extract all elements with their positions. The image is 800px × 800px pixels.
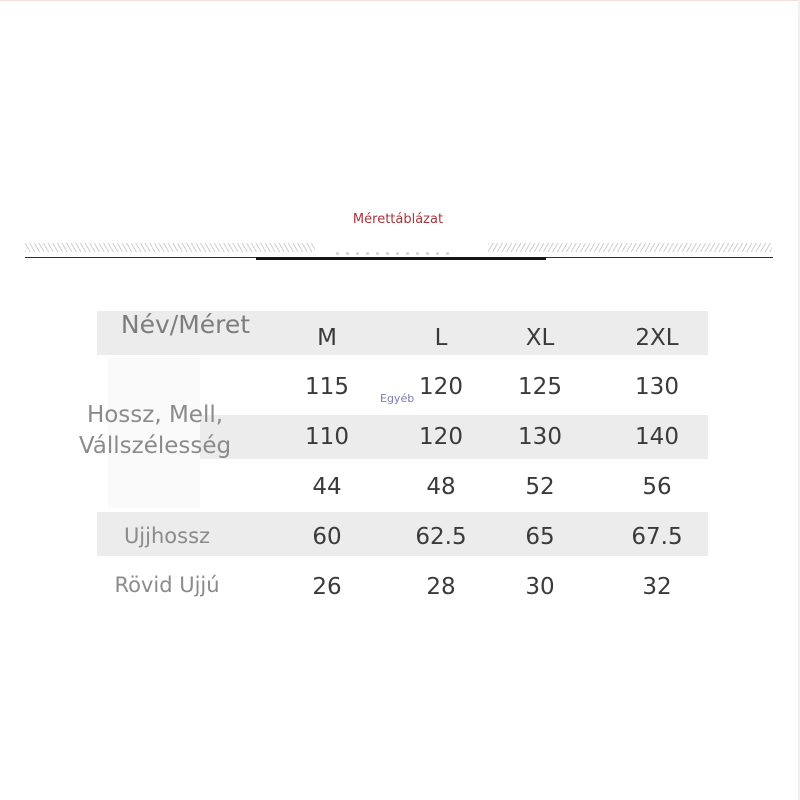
size-header-2xl: 2XL [635, 325, 679, 351]
table-cell: 65 [525, 524, 555, 550]
table-cell: 44 [312, 474, 342, 500]
table-cell: 120 [419, 374, 463, 400]
table-cell: 52 [525, 474, 555, 500]
other-tag: Egyéb [380, 392, 415, 405]
decorative-hatch-left [25, 243, 315, 252]
table-cell: 115 [305, 374, 349, 400]
header-divider-accent [256, 257, 546, 260]
table-cell: 110 [305, 424, 349, 450]
table-cell: 120 [419, 424, 463, 450]
page-top-edge [0, 0, 800, 1]
table-cell: 48 [426, 474, 456, 500]
group-label-line1: Hossz, Mell, [86, 402, 224, 428]
table-cell: 28 [426, 574, 456, 600]
table-cell: 130 [635, 374, 679, 400]
size-header-xl: XL [525, 325, 555, 351]
size-header-l: L [434, 325, 448, 351]
decorative-hatch-right [488, 243, 772, 252]
group-label-line2: Vállszélesség [78, 433, 232, 459]
table-cell: 56 [642, 474, 672, 500]
row-label-sleeve-length: Ujjhossz [123, 524, 211, 548]
table-cell: 125 [518, 374, 562, 400]
table-cell: 67.5 [631, 524, 683, 550]
size-header-m: M [317, 325, 337, 351]
row-label-short-sleeve: Rövid Ujjú [114, 573, 220, 597]
table-cell: 140 [635, 424, 679, 450]
table-cell: 62.5 [415, 524, 467, 550]
size-chart-title: Mérettáblázat [352, 212, 444, 227]
group-label [60, 400, 250, 462]
size-chart-subtitle-dots [336, 240, 466, 250]
table-cell: 26 [312, 574, 342, 600]
table-cell: 60 [312, 524, 342, 550]
table-cell: 130 [518, 424, 562, 450]
table-header-label: Név/Méret [120, 310, 251, 339]
table-cell: 32 [642, 574, 672, 600]
table-cell: 30 [525, 574, 555, 600]
